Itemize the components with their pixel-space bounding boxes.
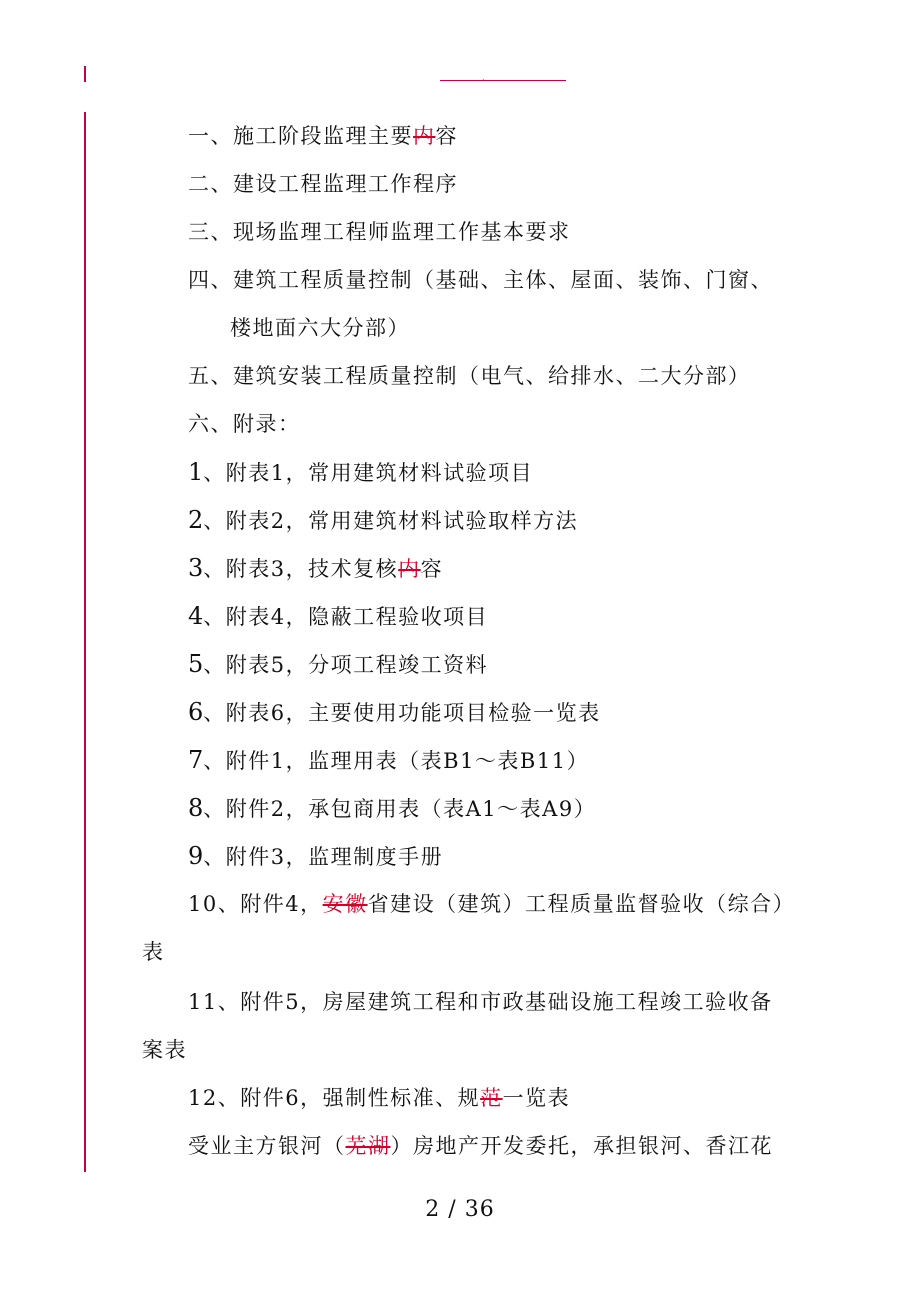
item-number: 2 xyxy=(188,506,204,534)
revision-mark-text: 范 xyxy=(480,1086,503,1110)
line-text: 、附表1，常用建筑材料试验项目 xyxy=(203,461,534,485)
line-text: 五、建筑安装工程质量控制（电气、给排水、二大分部） xyxy=(188,364,751,388)
document-line xyxy=(188,1132,773,1160)
line-text: 一、施工阶段监理主要 xyxy=(188,124,413,148)
document-line xyxy=(188,698,601,727)
revision-mark-text: 内 xyxy=(413,124,436,148)
document-line xyxy=(188,266,773,294)
line-text: 容 xyxy=(435,124,458,148)
line-text: 三、现场监理工程师监理工作基本要求 xyxy=(188,220,571,244)
line-text: 六、附录： xyxy=(188,412,301,436)
margin-mark-top xyxy=(84,66,86,82)
line-text: 、附表4，隐蔽工程验收项目 xyxy=(203,605,489,629)
item-number: 5 xyxy=(188,650,204,678)
revision-mark-text: 安徽 xyxy=(322,892,368,916)
line-text: 、附件1，监理用表（表B1～表B11） xyxy=(203,749,590,773)
line-text: 四、建筑工程质量控制（基础、主体、屋面、装饰、门窗、 xyxy=(188,268,773,292)
item-number: 9 xyxy=(188,842,204,870)
line-text: ）房地产开发委托，承担银河、香江花 xyxy=(390,1134,773,1158)
document-line xyxy=(142,1036,187,1064)
line-text: 一览表 xyxy=(502,1086,571,1110)
line-text: 、附表5，分项工程竣工资料 xyxy=(203,653,489,677)
document-line xyxy=(188,410,301,438)
item-number: 7 xyxy=(188,746,204,774)
header-dot: . xyxy=(482,73,485,82)
line-text: 案表 xyxy=(142,1038,187,1062)
document-line xyxy=(188,218,571,246)
document-line xyxy=(188,988,773,1016)
margin-mark-side xyxy=(84,112,86,1172)
header-rule xyxy=(440,80,566,81)
line-text: 二、建设工程监理工作程序 xyxy=(188,172,458,196)
page-number: 2 / 36 xyxy=(425,1197,495,1222)
document-line xyxy=(230,314,410,342)
document-line xyxy=(188,362,751,390)
document-line xyxy=(188,650,488,679)
revision-mark-text: 内 xyxy=(398,557,421,581)
line-text: 楼地面六大分部） xyxy=(230,316,410,340)
document-line xyxy=(142,938,165,966)
document-line xyxy=(188,842,443,871)
line-text: 、附件3，监理制度手册 xyxy=(203,845,444,869)
item-number: 1 xyxy=(188,458,204,486)
document-line xyxy=(188,170,458,198)
document-line xyxy=(188,746,589,775)
document-line xyxy=(188,458,533,487)
item-number: 4 xyxy=(188,602,204,630)
document-line xyxy=(188,794,596,823)
document-line xyxy=(188,890,795,918)
line-text: 表 xyxy=(142,940,165,964)
line-text: 容 xyxy=(420,557,444,581)
document-line xyxy=(188,554,443,583)
item-number: 3 xyxy=(188,554,204,582)
line-text: 省建设（建筑）工程质量监督验收（综合） xyxy=(367,892,796,916)
item-number: 8 xyxy=(188,794,204,822)
document-line xyxy=(188,602,488,631)
item-number: 6 xyxy=(188,698,204,726)
document-line xyxy=(188,506,578,535)
document-line xyxy=(188,122,458,150)
line-text: 11、附件5，房屋建筑工程和市政基础设施工程竣工验收备 xyxy=(188,990,773,1014)
line-text: 12、附件6，强制性标准、规 xyxy=(188,1086,481,1110)
line-text: 、附件2，承包商用表（表A1～表A9） xyxy=(203,797,597,821)
line-text: 、附表2，常用建筑材料试验取样方法 xyxy=(203,509,579,533)
revision-mark-text: 芜湖 xyxy=(345,1134,391,1158)
line-text: 、附表6，主要使用功能项目检验一览表 xyxy=(203,701,601,725)
document-line xyxy=(188,1084,570,1112)
line-text: 10、附件4， xyxy=(188,892,323,916)
line-text: 受业主方银河（ xyxy=(188,1134,346,1158)
line-text: 、附表3，技术复核 xyxy=(203,557,399,581)
